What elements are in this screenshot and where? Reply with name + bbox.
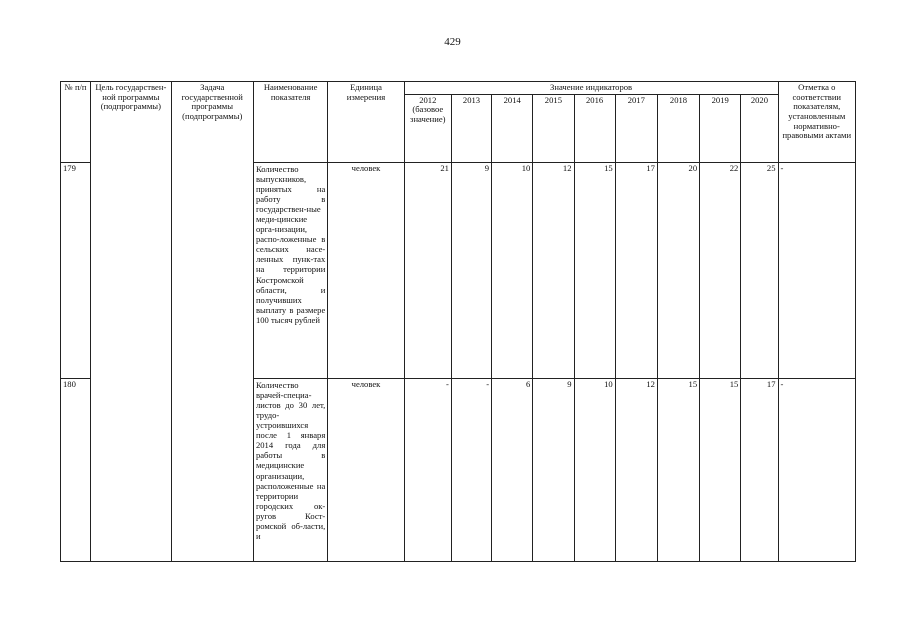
value-cell: 22 xyxy=(700,163,741,379)
header-year: 2015 xyxy=(533,94,574,162)
page-number: 429 xyxy=(444,36,461,48)
value-cell: 17 xyxy=(615,163,657,379)
indicator-name: Количество врачей-специа-листов до 30 лет, трудо-устроившихся после 1 января 2014 года для работы в медицинские организации, расположенные на территории городских ок-ругов Кост-ромской об-ласти, и xyxy=(253,379,327,562)
unit-cell: человек xyxy=(328,163,404,379)
header-year: 2020 xyxy=(741,94,778,162)
value-cell: 10 xyxy=(574,379,615,562)
header-unit: Единица измерения xyxy=(328,82,404,163)
value-cell: 10 xyxy=(492,163,533,379)
mark-cell: - xyxy=(778,163,855,379)
value-cell: 15 xyxy=(700,379,741,562)
header-year: 2012 (базовое значение) xyxy=(404,94,451,162)
value-cell: 9 xyxy=(533,379,574,562)
header-task: Задача государственной программы (подпрограммы) xyxy=(171,82,253,562)
unit-cell: человек xyxy=(328,379,404,562)
header-year: 2014 xyxy=(492,94,533,162)
header-year: 2016 xyxy=(574,94,615,162)
value-cell: 12 xyxy=(615,379,657,562)
value-cell: 9 xyxy=(451,163,491,379)
value-cell: - xyxy=(404,379,451,562)
header-indicator: Наименование показателя xyxy=(253,82,327,163)
value-cell: 20 xyxy=(657,163,699,379)
indicator-name: Количество выпускников, принятых на работу в государствен-ные меди-цинские орга-низации, распо-ложенные в сельских насе-ленных пунк-тах на территории Костромской области, и получивших выплату в размере 100 тысяч рублей xyxy=(253,163,327,379)
value-cell: 15 xyxy=(574,163,615,379)
indicators-table xyxy=(60,81,856,562)
header-year: 2017 xyxy=(615,94,657,162)
header-row xyxy=(61,82,856,95)
row-number: 179 xyxy=(61,163,91,379)
value-cell: 15 xyxy=(657,379,699,562)
header-year: 2013 xyxy=(451,94,491,162)
value-cell: 6 xyxy=(492,379,533,562)
header-mark: Отметка о соответствии показателям, установленным нормативно-правовыми актами xyxy=(778,82,855,163)
header-num: № п/п xyxy=(61,82,91,163)
value-cell: 21 xyxy=(404,163,451,379)
value-cell: 25 xyxy=(741,163,778,379)
mark-cell: - xyxy=(778,379,855,562)
value-cell: 17 xyxy=(741,379,778,562)
header-year: 2018 xyxy=(657,94,699,162)
header-goal: Цель государствен-ной программы (подпрограммы) xyxy=(91,82,171,562)
value-cell: 12 xyxy=(533,163,574,379)
header-values-group: Значение индикаторов xyxy=(404,82,778,95)
header-year: 2019 xyxy=(700,94,741,162)
row-number: 180 xyxy=(61,379,91,562)
value-cell: - xyxy=(451,379,491,562)
